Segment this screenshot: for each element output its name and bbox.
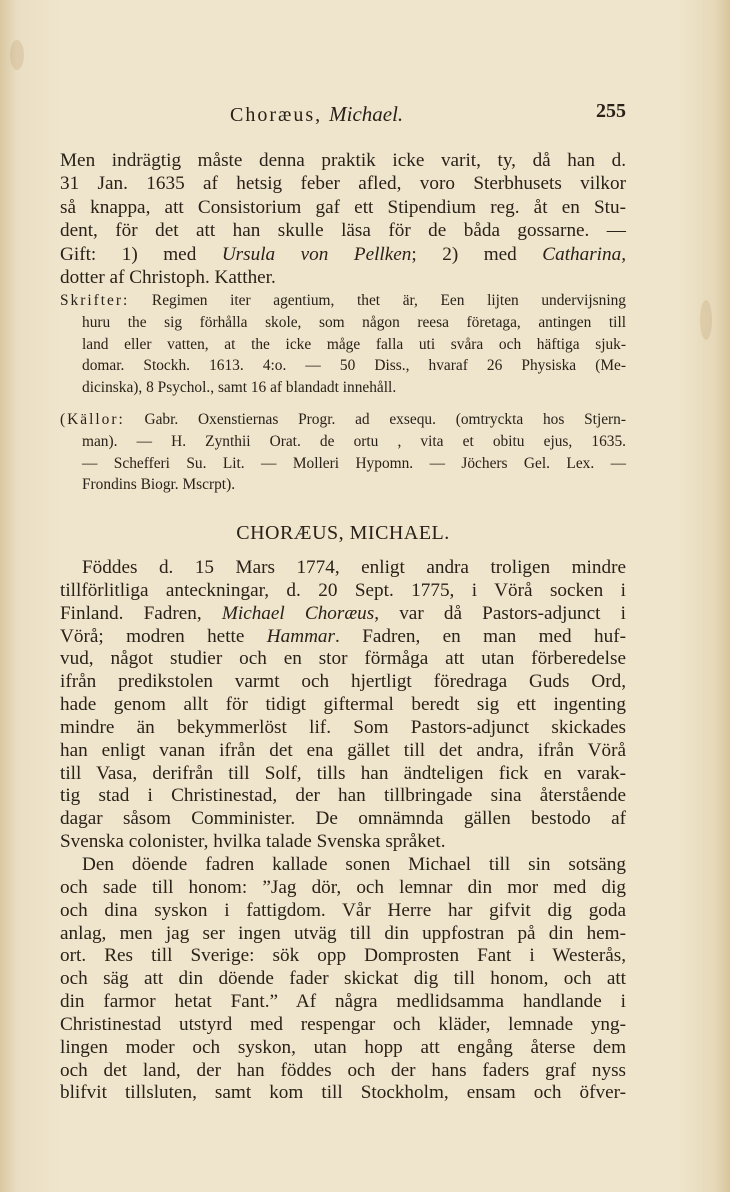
text-line: dagar såsom Comminister. De omnämnda gällen bestodo af: [60, 808, 626, 830]
text-line: lingen moder och syskon, utan hopp att engång återse dem: [60, 1036, 626, 1058]
skrifter-line: huru the sig förhålla skole, som någon reesa företaga, antingen till: [82, 313, 626, 331]
text-line: Föddes d. 15 Mars 1774, enligt andra troligen mindre: [82, 557, 626, 578]
text-line: [60, 626, 626, 649]
biography-text: [60, 557, 626, 1105]
stain: [10, 40, 24, 70]
text-line: hade genom allt för tidigt giftermal beredt sig ett ingenting: [60, 694, 626, 716]
skrifter-line: [60, 290, 626, 312]
running-head-title: [230, 102, 403, 127]
kallor-text: Gabr. Oxenstiernas Progr. ad exsequ. (omtryckta hos Stjern-: [124, 411, 626, 428]
running-head-italic: Michael.: [329, 102, 404, 126]
skrifter-label: Skrifter:: [60, 292, 130, 309]
skrifter-text: Regimen iter agentium, thet är, Een lijten undervijsning: [129, 292, 626, 309]
text-line: [60, 603, 626, 626]
text-line: Den döende fadren kallade sonen Michael till sin sotsäng: [82, 853, 626, 875]
text-line: 31 Jan. 1635 af hetsig feber afled, voro Sterbhusets vilkor: [60, 173, 626, 195]
second-wife-name: Catharina,: [542, 243, 626, 265]
text-line: och sade till honom: ”Jag dör, och lemnar din mor med dig: [60, 876, 626, 898]
skrifter-line: domar. Stockh. 1613. 4:o. — 50 Diss., hvaraf 26 Physiska (Me-: [82, 357, 626, 375]
text-line: och säg att din döende fader skickat dig till honom, och att: [60, 968, 626, 990]
text-fragment: . Fadren, en man med huf-: [335, 625, 626, 647]
first-wife-name: Ursula von Pellken: [221, 243, 412, 265]
text-line: ifrån predikstolen varmt och hjertligt föredraga Guds Ord,: [60, 671, 626, 693]
entry-heading: CHORÆUS, MICHAEL.: [236, 522, 450, 544]
text-line: dent, för det att han skulle läsa för de båda gossarne. —: [60, 220, 626, 242]
text-line: mindre än bekymmerlöst lif. Som Pastors-adjunct skickades: [60, 716, 626, 738]
text-line: din farmor hetat Fant.” Af några medlidsamma handlande i: [60, 991, 626, 1013]
text-line: ort. Res till Sverige: sök opp Domprosten Fant i Westerås,: [60, 945, 626, 967]
kallor-line: man). — H. Zynthii Orat. de ortu , vita et obitu ejus, 1635.: [82, 432, 626, 450]
text-fragment: Vörå; modren hette: [60, 625, 267, 647]
kallor-line: — Schefferi Su. Lit. — Molleri Hypomn. — Jöchers Gel. Lex. —: [82, 454, 626, 472]
text-line: tillförlitliga anteckningar, d. 20 Sept. 1775, i Vörå socken i: [60, 579, 626, 601]
text-line: tig stad i Christinestad, der han tillbringade sina återstående: [60, 785, 626, 807]
text-line: och dina syskon i fattigdom. Vår Herre har gifvit dig goda: [60, 899, 626, 921]
text-line: och det land, der han föddes och der hans faders graf nyss: [60, 1059, 626, 1081]
kallor-label: (Källor:: [60, 411, 125, 428]
text-fragment: , var då Pastors-adjunct i: [374, 602, 626, 624]
father-name: Michael Choræus: [221, 602, 375, 624]
text-line: dotter af Christoph. Katther.: [60, 267, 276, 289]
text-line: Men indrägtig måste denna praktik icke varit, ty, då han d.: [60, 150, 626, 171]
skrifter-line: dicinska), 8 Psychol., samt 16 af blandadt innehåll.: [82, 379, 397, 397]
skrifter-section: [60, 290, 626, 399]
text-line: Svenska colonister, hvilka talade Svenska språket.: [60, 831, 446, 853]
stain: [700, 300, 712, 340]
text-fragment: Finland. Fadren,: [60, 602, 222, 624]
text-line: vud, något studier och en stor förmåga att utan förberedelse: [60, 648, 626, 670]
gift-line: [60, 243, 626, 266]
text-line: anlag, men jag ser ingen utväg till din uppfostran på din hem-: [60, 922, 626, 944]
mother-name: Hammar: [266, 625, 335, 647]
intro-paragraph: [60, 149, 626, 289]
text-line: blifvit tillsluten, samt kom till Stockholm, ensam och öfver-: [60, 1082, 626, 1104]
kallor-line: [60, 409, 626, 431]
running-head-caps: Choræus,: [230, 104, 330, 126]
kallor-section: [60, 409, 626, 496]
page-number: 255: [596, 100, 626, 122]
text-line: Christinestad utstyrd med respengar och kläder, lemnade yng-: [60, 1013, 626, 1035]
gift-mid: ; 2) med: [411, 243, 543, 265]
text-line: han enligt vanan ifrån det ena gället till det andra, ifrån Vörå: [60, 739, 626, 761]
running-head: [60, 100, 626, 130]
skrifter-line: land eller vatten, at the icke måge falla uti svåra och häftiga sjuk-: [82, 335, 626, 353]
text-line: så knappa, att Consistorium gaf ett Stipendium reg. åt en Stu-: [60, 196, 626, 218]
gift-lead: Gift: 1) med: [60, 243, 222, 265]
kallor-line: Frondins Biogr. Mscrpt).: [82, 476, 236, 494]
text-line: till Vasa, derifrån till Solf, tills han ändteligen fick en varak-: [60, 762, 626, 784]
